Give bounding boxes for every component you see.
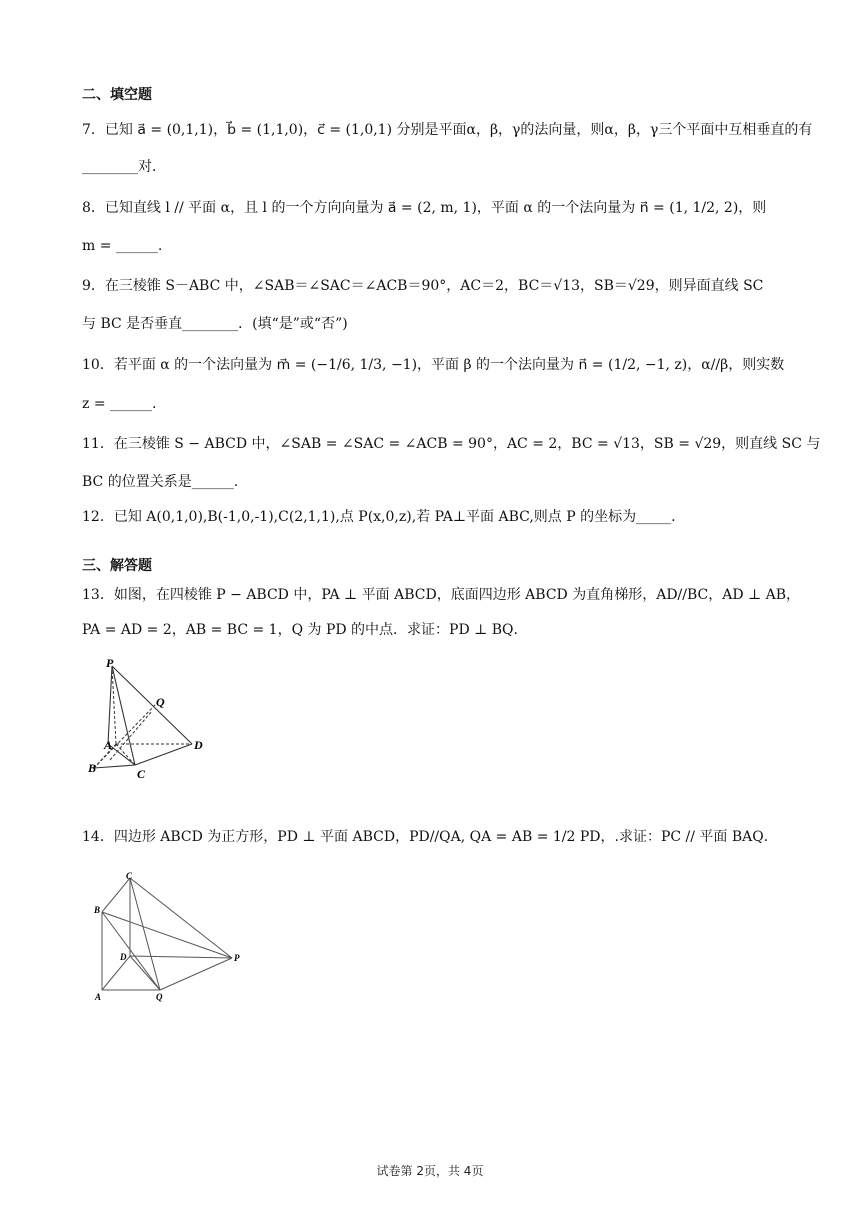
figure-square-prism	[90, 868, 250, 1008]
question-7-line-2: ________对．	[82, 159, 166, 175]
question-9-line-1: 9．在三棱锥 S－ABC 中，∠SAB＝∠SAC＝∠ACB＝90°，AC＝2，BC＝√13，SB＝√29，则异面直线 SC	[82, 278, 764, 294]
fig13-label-Q: Q	[156, 695, 165, 709]
question-11-line-2: BC 的位置关系是______.	[82, 474, 239, 490]
fig13-label-C: C	[137, 767, 146, 781]
question-13-line-1: 13．如图，在四棱锥 P − ABCD 中，PA ⊥ 平面 ABCD，底面四边形 ABCD 为直角梯形，AD//BC，AD ⊥ AB，	[82, 587, 801, 603]
fig14-label-P: P	[234, 953, 240, 963]
section-title-solution: 三、解答题	[82, 558, 152, 574]
question-7-line-1: 7．已知 a⃗ = (0,1,1)，b⃗ = (1,1,0)，c⃗ = (1,0,1) 分别是平面α，β，γ的法向量，则α，β，γ三个平面中互相垂直的有	[82, 122, 813, 138]
fig13-label-P: P	[106, 656, 114, 670]
fig13-label-A: A	[104, 738, 113, 752]
fig14-label-D: D	[120, 952, 127, 962]
question-14-line-1: 14．四边形 ABCD 为正方形，PD ⊥ 平面 ABCD，PD//QA, QA = AB = 1/2 PD，.求证：PC // 平面 BAQ．	[82, 829, 778, 845]
figure-pyramid-pabcd	[80, 652, 220, 787]
question-9-line-2: 与 BC 是否垂直________．(填“是”或“否”)	[82, 316, 348, 332]
fig14-label-B: B	[94, 905, 101, 915]
section-title-fill-blank: 二、填空题	[82, 87, 152, 103]
fig13-label-D: D	[194, 738, 203, 752]
fig13-label-B: B	[88, 761, 97, 775]
fig14-label-A: A	[95, 992, 102, 1002]
page-footer: 试卷第 2页，共 4页	[376, 1164, 484, 1178]
question-11-line-1: 11．在三棱锥 S − ABCD 中，∠SAB = ∠SAC = ∠ACB = 90°，AC = 2，BC = √13，SB = √29，则直线 SC 与	[82, 436, 821, 452]
question-12-line-1: 12．已知 A(0,1,0),B(-1,0,-1),C(2,1,1),点 P(x,0,z),若 PA⊥平面 ABC,则点 P 的坐标为_____.	[82, 509, 676, 525]
question-8-line-1: 8．已知直线 l // 平面 α，且 l 的一个方向向量为 a⃗ = (2, m, 1)，平面 α 的一个法向量为 n⃗ = (1, 1/2, 2)，则	[82, 200, 767, 216]
question-13-line-2: PA = AD = 2，AB = BC = 1，Q 为 PD 的中点．求证：PD ⊥ BQ．	[82, 622, 528, 638]
fig14-label-Q: Q	[156, 992, 163, 1002]
fig14-label-C: C	[126, 871, 133, 881]
question-10-line-1: 10．若平面 α 的一个法向量为 m⃗ = (−1/6, 1/3, −1)，平面 β 的一个法向量为 n⃗ = (1/2, −1, z)，α//β，则实数	[82, 357, 785, 373]
question-8-line-2: m = ______.	[82, 238, 163, 254]
question-10-line-2: z = ______.	[82, 396, 157, 412]
